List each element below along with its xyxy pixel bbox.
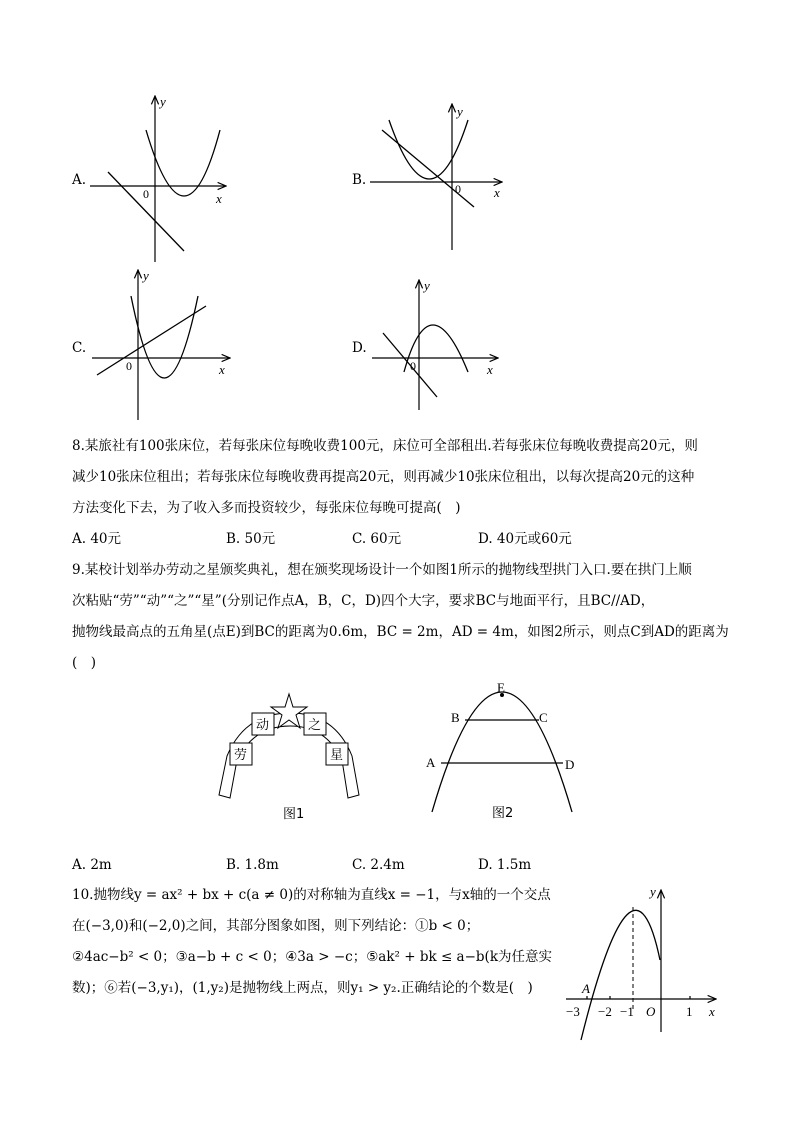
char-dong: 动 <box>256 718 270 733</box>
q8-choice-d[interactable]: D. 40元或60元 <box>478 531 572 547</box>
tick-1: 1 <box>686 1004 693 1019</box>
q9-choice-a[interactable]: A. 2m <box>72 857 112 873</box>
origin-label: 0 <box>455 182 461 196</box>
x-axis-label: x <box>219 362 225 377</box>
q9-line-3: 抛物线最高点的五角星(点E)到BC的距离为0.6m，BC = 2m，AD = 4m，如图2所示，则点C到AD的距离为 <box>72 624 729 640</box>
q8-line-3: 方法变化下去，为了收入多而投资较少，每张床位每晚可提高( ) <box>72 500 461 516</box>
q8-line-2: 减少10张床位租出；若每张床位每晚收费再提高20元，则再减少10张床位租出，以每次提高20元的这种 <box>72 469 695 485</box>
parabola <box>581 910 660 1040</box>
y-axis-label: y <box>160 94 166 109</box>
char-zhi: 之 <box>308 718 322 733</box>
point-e-label: E <box>497 680 505 695</box>
origin-label: 0 <box>143 187 149 201</box>
q8-choice-c[interactable]: C. 60元 <box>352 531 402 547</box>
option-label: C. <box>72 340 87 356</box>
point-b-label: B <box>451 710 460 725</box>
q9-line-2: 次粘贴“劳”“动”“之”“星”(分别记作点A，B，C，D)四个大字，要求BC与地面平行，且BC//AD， <box>72 593 655 609</box>
tick-neg3: −3 <box>566 1004 580 1019</box>
figure-2-caption: 图2 <box>492 806 514 821</box>
option-label: D. <box>352 340 367 356</box>
origin-label: 0 <box>126 359 132 373</box>
point-a-label: A <box>426 755 436 770</box>
tick-neg1: −1 <box>620 1004 634 1019</box>
point-d-label: D <box>565 757 575 772</box>
option-label: A. <box>72 172 87 188</box>
figure-1-caption: 图1 <box>283 807 305 822</box>
q10-line-4: 数)；⑥若(−3,y₁)，(1,y₂)是抛物线上两点，则y₁ > y₂.正确结论的个数是( ) <box>72 980 533 996</box>
y-axis-label: y <box>650 884 656 899</box>
x-axis-label: x <box>494 185 500 200</box>
q8-line-1: 8.某旅社有100张床位，若每张床位每晚收费100元，床位可全部租出.若每张床位每晚收费提高20元，则 <box>72 438 698 454</box>
q10-line-3: ②4ac−b² < 0；③a−b + c < 0；④3a > −c；⑤ak² + bk ≤ a−b(k为任意实 <box>72 949 553 965</box>
y-axis-label: y <box>424 278 430 293</box>
y-axis-label: y <box>457 104 463 119</box>
option-label: B. <box>352 172 367 188</box>
point-c-label: C <box>539 710 548 725</box>
y-axis-label: y <box>143 268 149 283</box>
q9-choice-d[interactable]: D. 1.5m <box>478 857 532 873</box>
x-axis-label: x <box>709 1004 715 1019</box>
char-lao: 劳 <box>234 748 248 763</box>
q8-choice-a[interactable]: A. 40元 <box>72 531 122 547</box>
x-axis-label: x <box>216 191 222 206</box>
q9-line-4: ( ) <box>72 655 97 671</box>
q9-line-1: 9.某校计划举办劳动之星颁奖典礼，想在颁奖现场设计一个如图1所示的抛物线型拱门入口.要在拱门上顺 <box>72 562 692 578</box>
origin-label: 0 <box>410 359 416 373</box>
point-a-label: A <box>582 981 590 996</box>
origin-label: O <box>646 1004 656 1019</box>
q10-line-1: 10.抛物线y = ax² + bx + c(a ≠ 0)的对称轴为直线x = −1，与x轴的一个交点 <box>72 887 551 903</box>
q9-choice-c[interactable]: C. 2.4m <box>352 857 405 873</box>
tick-neg2: −2 <box>598 1004 612 1019</box>
q9-choice-b[interactable]: B. 1.8m <box>226 857 279 873</box>
q10-line-2: 在(−3,0)和(−2,0)之间，其部分图象如图，则下列结论：①b < 0； <box>72 918 480 934</box>
q8-choice-b[interactable]: B. 50元 <box>226 531 276 547</box>
x-axis-label: x <box>487 362 493 377</box>
char-xing: 星 <box>330 748 344 763</box>
